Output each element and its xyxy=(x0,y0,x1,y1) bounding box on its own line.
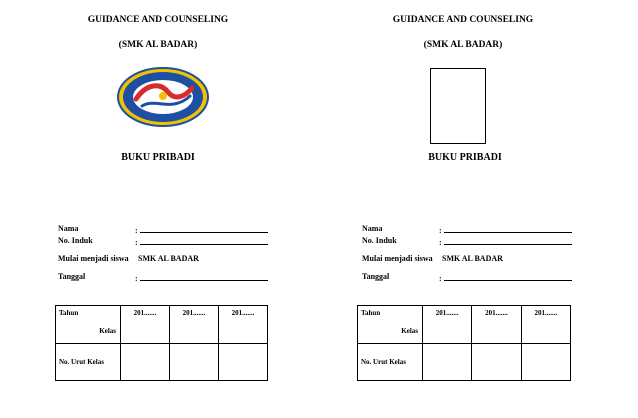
year-cell: 201....... xyxy=(521,306,570,344)
year-cell: 201....... xyxy=(170,306,219,344)
no-induk-blank[interactable] xyxy=(140,236,268,245)
no-induk-blank[interactable] xyxy=(444,236,572,245)
tanggal-blank[interactable] xyxy=(444,272,572,281)
kelas-label: Kelas xyxy=(401,327,418,335)
entry-cell[interactable] xyxy=(170,344,219,381)
no-induk-separator: : xyxy=(135,238,138,247)
table-row xyxy=(56,344,268,381)
year-cell: 201....... xyxy=(423,306,472,344)
nama-blank[interactable] xyxy=(140,224,268,233)
book-title: BUKU PRIBADI xyxy=(121,152,195,163)
mulai-label: Mulai menjadi siswa xyxy=(362,254,433,263)
mulai-value: SMK AL BADAR xyxy=(442,254,503,263)
nama-blank[interactable] xyxy=(444,224,572,233)
mulai-label: Mulai menjadi siswa xyxy=(58,254,129,263)
page-title: GUIDANCE AND COUNSELING xyxy=(392,15,534,25)
school-name: (SMK AL BADAR) xyxy=(423,40,503,50)
tahun-label: Tahun xyxy=(361,309,381,317)
tanggal-blank[interactable] xyxy=(140,272,268,281)
school-name: (SMK AL BADAR) xyxy=(118,40,198,50)
tahun-label: Tahun xyxy=(59,309,79,317)
row-label: No. Urut Kelas xyxy=(56,344,121,381)
class-history-table xyxy=(55,305,268,381)
year-cell: 201....... xyxy=(472,306,521,344)
no-induk-separator: : xyxy=(439,238,442,247)
tanggal-label: Tanggal xyxy=(362,272,390,281)
nama-separator: : xyxy=(135,226,138,235)
table-header-cell xyxy=(358,306,423,344)
nama-separator: : xyxy=(439,226,442,235)
table-row xyxy=(358,306,571,344)
table-header-cell xyxy=(56,306,121,344)
entry-cell[interactable] xyxy=(472,344,521,381)
table-row xyxy=(56,306,268,344)
class-history-table xyxy=(357,305,571,381)
row-label: No. Urut Kelas xyxy=(358,344,423,381)
table-row xyxy=(358,344,571,381)
tanggal-separator: : xyxy=(439,274,442,283)
year-cell: 201....... xyxy=(219,306,268,344)
no-induk-label: No. Induk xyxy=(58,236,93,245)
mulai-value: SMK AL BADAR xyxy=(138,254,199,263)
kelas-label: Kelas xyxy=(99,327,116,335)
no-induk-label: No. Induk xyxy=(362,236,397,245)
school-emblem-icon xyxy=(116,66,210,128)
right-page xyxy=(319,0,638,418)
entry-cell[interactable] xyxy=(121,344,170,381)
nama-label: Nama xyxy=(362,224,383,233)
page-title: GUIDANCE AND COUNSELING xyxy=(87,15,229,25)
entry-cell[interactable] xyxy=(219,344,268,381)
nama-label: Nama xyxy=(58,224,79,233)
book-title: BUKU PRIBADI xyxy=(428,152,502,163)
entry-cell[interactable] xyxy=(423,344,472,381)
tanggal-label: Tanggal xyxy=(58,272,86,281)
year-cell: 201....... xyxy=(121,306,170,344)
tanggal-separator: : xyxy=(135,274,138,283)
entry-cell[interactable] xyxy=(521,344,570,381)
photo-placeholder xyxy=(430,68,486,144)
